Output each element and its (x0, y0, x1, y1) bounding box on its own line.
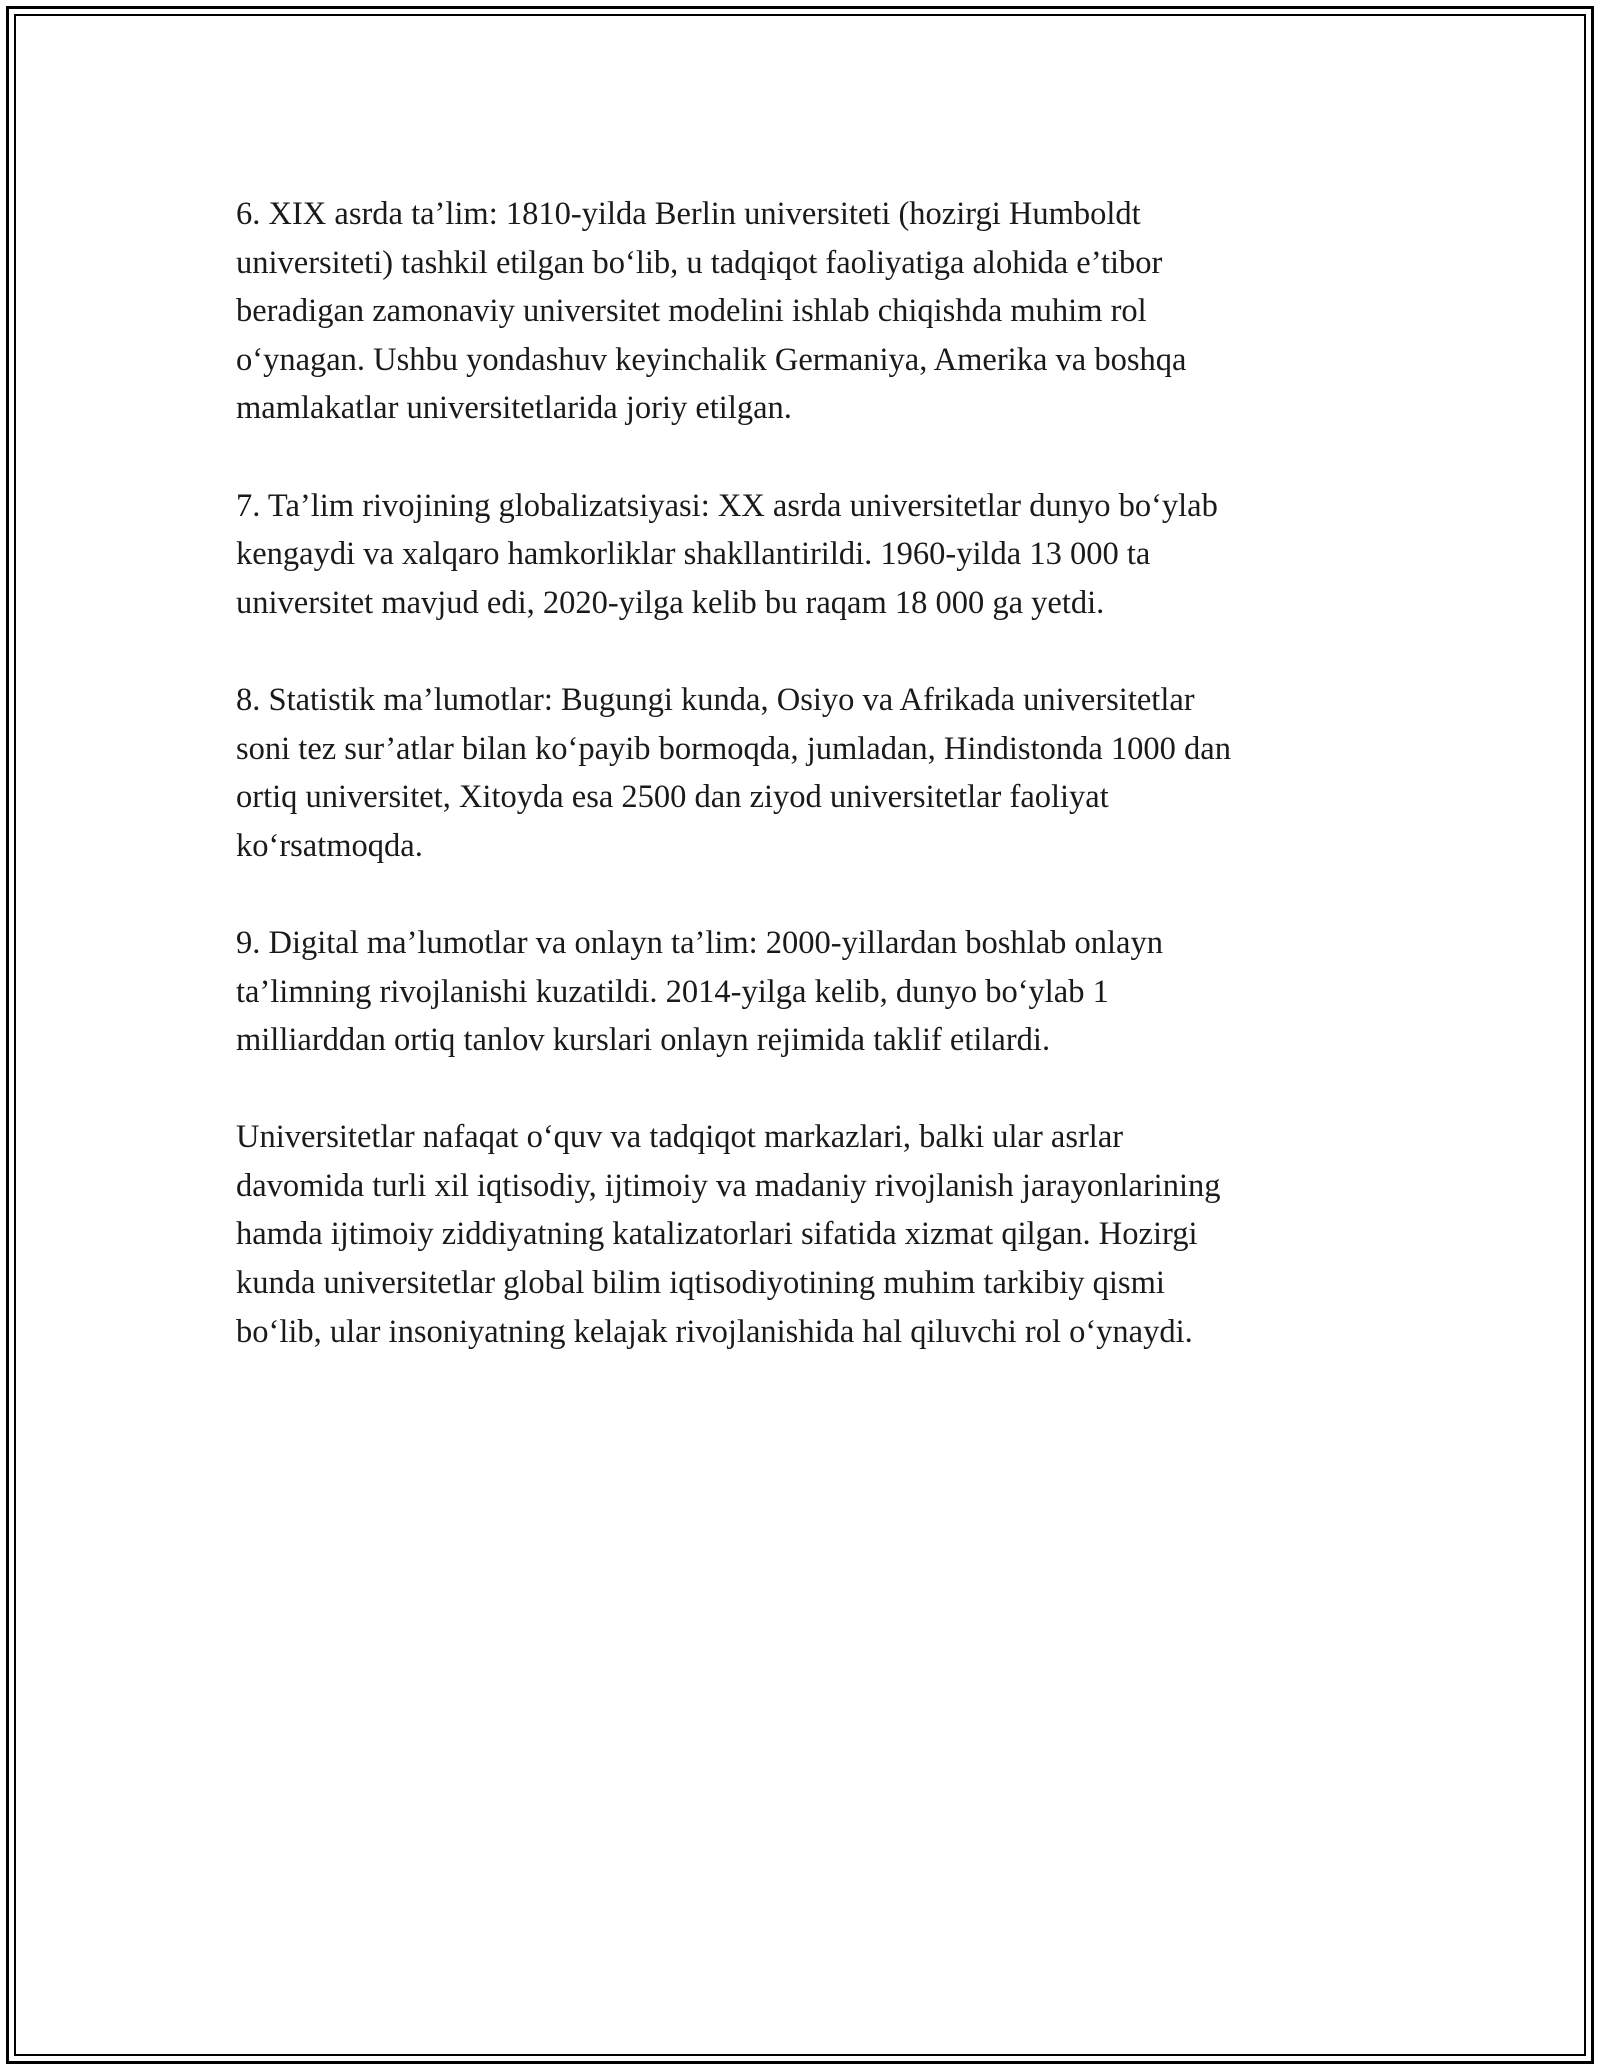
paragraph-6-xix-century (236, 190, 1372, 433)
paragraph-conclusion (236, 1113, 1372, 1356)
text-line: 8. Statistik ma’lumotlar: Bugungi kunda, Osiyo va Afrikada universitetlar (236, 681, 1195, 718)
text-line: hamda ijtimoiy ziddiyatning katalizatorlari sifatida xizmat qilgan. Hozirgi (236, 1216, 1198, 1253)
text-line: soni tez sur’atlar bilan ko‘payib bormoqda, jumladan, Hindistonda 1000 dan (236, 730, 1231, 767)
paragraph-8-statistics (236, 676, 1372, 870)
document-body (236, 190, 1372, 1405)
text-line: universiteti) tashkil etilgan bo‘lib, u tadqiqot faoliyatiga alohida e’tibor (236, 244, 1163, 281)
text-line: ortiq universitet, Xitoyda esa 2500 dan ziyod universitetlar faoliyat (236, 779, 1109, 816)
paragraph-7-globalization (236, 482, 1372, 628)
text-line: kunda universitetlar global bilim iqtisodiyotining muhim tarkibiy qismi (236, 1265, 1165, 1302)
text-line: mamlakatlar universitetlarida joriy etilgan. (236, 390, 792, 427)
text-line: universitet mavjud edi, 2020-yilga kelib bu raqam 18 000 ga yetdi. (236, 584, 1105, 621)
paragraph-9-online-education (236, 919, 1372, 1065)
text-line: ko‘rsatmoqda. (236, 827, 423, 864)
text-line: o‘ynagan. Ushbu yondashuv keyinchalik Germaniya, Amerika va boshqa (236, 341, 1187, 378)
text-line: ta’limning rivojlanishi kuzatildi. 2014-yilga kelib, dunyo bo‘ylab 1 (236, 973, 1109, 1010)
text-line: bo‘lib, ular insoniyatning kelajak rivojlanishida hal qiluvchi rol o‘ynaydi. (236, 1313, 1193, 1350)
text-line: davomida turli xil iqtisodiy, ijtimoiy va madaniy rivojlanish jarayonlarining (236, 1167, 1221, 1204)
text-line: Universitetlar nafaqat o‘quv va tadqiqot markazlari, balki ular asrlar (236, 1119, 1124, 1156)
text-line: 7. Ta’lim rivojining globalizatsiyasi: XX asrda universitetlar dunyo bo‘ylab (236, 487, 1218, 524)
text-line: 6. XIX asrda ta’lim: 1810-yilda Berlin universiteti (hozirgi Humboldt (236, 196, 1141, 232)
text-line: milliarddan ortiq tanlov kurslari onlayn rejimida taklif etilardi. (236, 1022, 1051, 1059)
text-line: 9. Digital ma’lumotlar va onlayn ta’lim: 2000-yillardan boshlab onlayn (236, 924, 1163, 961)
text-line: kengaydi va xalqaro hamkorliklar shakllantirildi. 1960-yilda 13 000 ta (236, 536, 1151, 573)
text-line: beradigan zamonaviy universitet modelini ishlab chiqishda muhim rol (236, 293, 1147, 330)
